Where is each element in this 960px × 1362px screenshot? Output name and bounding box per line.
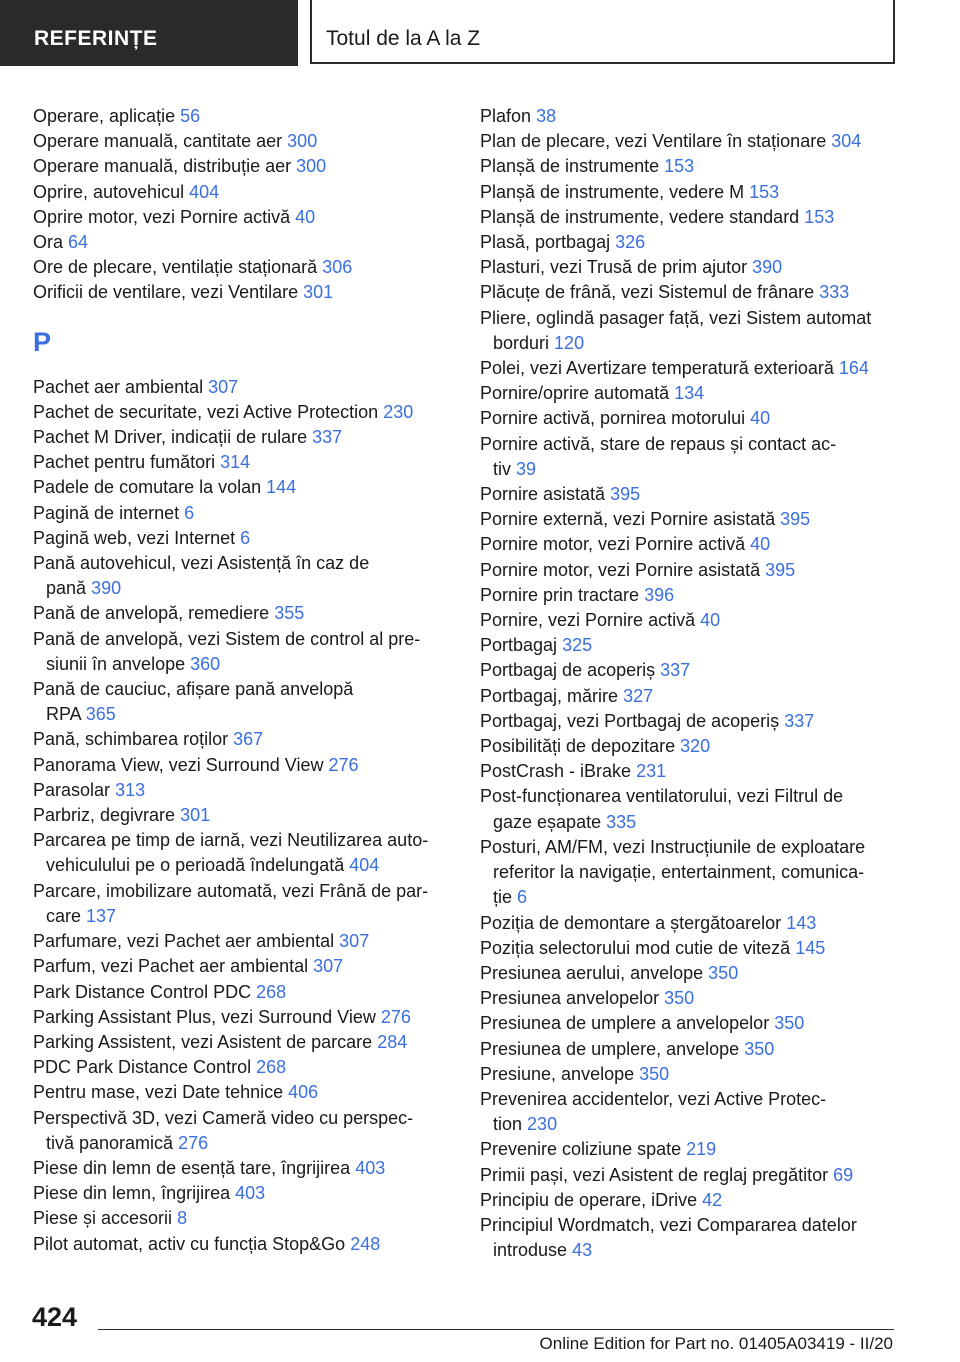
- index-entry: [480, 432, 900, 482]
- index-entry-term: Posibilități de depozitare: [480, 736, 676, 757]
- index-entry-term: Operare manuală, distribuție aer: [33, 156, 292, 177]
- index-entry-page-link[interactable]: 164: [838, 358, 869, 379]
- index-entry-page-link[interactable]: 314: [220, 452, 251, 473]
- index-entry-page-link[interactable]: 301: [303, 282, 334, 303]
- index-entry: [480, 835, 900, 911]
- index-entry-page-link[interactable]: 38: [536, 106, 557, 126]
- index-entry-page-link[interactable]: 219: [686, 1139, 717, 1160]
- index-entry: [33, 1181, 445, 1206]
- index-entry: [480, 104, 900, 129]
- index-entry-term: Presiunea de umplere, anvelope: [480, 1038, 740, 1059]
- index-entry-term: Principiu de operare, iDrive: [480, 1189, 698, 1210]
- index-entry-term: Plasturi, vezi Trusă de prim ajutor: [480, 257, 748, 278]
- index-entry-page-link[interactable]: 335: [606, 811, 637, 832]
- index-entry-term: Planșă de instrumente: [480, 156, 660, 177]
- index-entry-term: Pornire/oprire automată: [480, 383, 670, 404]
- index-entry-page-link[interactable]: 134: [674, 383, 705, 404]
- index-entry-term: Plăcuțe de frână, vezi Sistemul de frânare: [480, 282, 815, 303]
- index-entry-page-link[interactable]: 337: [784, 710, 815, 731]
- index-entry: [33, 526, 445, 551]
- index-entry-term-continued: pană: [46, 578, 87, 599]
- index-entry: [480, 381, 900, 406]
- index-entry: [33, 778, 445, 803]
- index-entry-term: Principiul Wordmatch, vezi Compararea datelor: [480, 1214, 857, 1235]
- index-entry: [480, 759, 900, 784]
- index-entry-term: Pornire motor, vezi Pornire asistată: [480, 559, 761, 580]
- index-entry-term: Poziția de demontare a ștergătoarelor: [480, 912, 782, 933]
- index-entry: [33, 601, 445, 626]
- index-entry-term: Presiune, anvelope: [480, 1063, 635, 1084]
- index-entry-term: Pachet M Driver, indicații de rulare: [33, 427, 308, 448]
- index-entry-term: Pană de cauciuc, afișare pană anvelopă: [33, 679, 354, 700]
- index-entry-term: Oprire motor, vezi Pornire activă: [33, 206, 291, 227]
- index-column-left: [33, 104, 445, 1257]
- index-entry-term: PostCrash - iBrake: [480, 761, 632, 782]
- index-entry-page-link[interactable]: 137: [86, 905, 117, 926]
- index-entry: [480, 230, 900, 255]
- index-entry: [480, 154, 900, 179]
- index-entry-page-link[interactable]: 333: [819, 282, 850, 303]
- index-entry: [480, 1163, 900, 1188]
- index-entry: [33, 879, 445, 929]
- index-entry: [480, 532, 900, 557]
- index-entry-page-link[interactable]: 40: [750, 408, 771, 429]
- index-entry: [33, 727, 445, 752]
- index-entry: [480, 406, 900, 431]
- index-entry: [480, 1137, 900, 1162]
- index-entry-page-link[interactable]: 355: [274, 603, 305, 624]
- index-entry-page-link[interactable]: 337: [660, 660, 691, 681]
- index-entry-term-continued: care: [46, 905, 82, 926]
- index-entry: [33, 129, 445, 154]
- index-entry-term: Parfum, vezi Pachet aer ambiental: [33, 956, 309, 977]
- index-entry-page-link[interactable]: 365: [85, 704, 116, 725]
- index-entry-page-link[interactable]: 268: [256, 1057, 287, 1078]
- index-entry-term-continued: tion: [493, 1114, 523, 1135]
- index-entry-term: Portbagaj de acoperiș: [480, 660, 656, 681]
- index-entry: [480, 911, 900, 936]
- index-entry: [480, 608, 900, 633]
- index-entry-term-continued: gaze eșapate: [493, 811, 602, 832]
- index-entry-term: Padele de comutare la volan: [33, 477, 262, 498]
- index-entry-term: Piese și accesorii: [33, 1208, 173, 1229]
- index-entry-term: Planșă de instrumente, vedere M: [480, 181, 745, 202]
- index-entry: [33, 280, 445, 305]
- index-entry-page-link[interactable]: 350: [744, 1038, 775, 1059]
- index-entry: [33, 1055, 445, 1080]
- index-entry-term: Pană de anvelopă, remediere: [33, 603, 270, 624]
- index-entry-page-link[interactable]: 230: [527, 1114, 558, 1135]
- index-entry-page-link[interactable]: 337: [312, 427, 343, 448]
- index-entry-page-link[interactable]: 300: [287, 131, 318, 152]
- index-entry-page-link[interactable]: 327: [623, 685, 654, 706]
- index-entry-term: Park Distance Control PDC: [33, 981, 252, 1002]
- index-entry-term: Pană autovehicul, vezi Asistență în caz de: [33, 553, 370, 574]
- index-entry-term-continued: tiv: [493, 458, 511, 479]
- index-entry-page-link[interactable]: 406: [288, 1082, 319, 1103]
- index-entry: [33, 1080, 445, 1105]
- index-entry-page-link[interactable]: 390: [752, 257, 783, 278]
- index-entry-term-continued: siunii în anvelope: [46, 653, 186, 674]
- index-entry: [33, 1030, 445, 1055]
- index-entry: [33, 551, 445, 601]
- index-entry-page-link[interactable]: 8: [177, 1208, 188, 1229]
- index-entry-term: Pachet de securitate, vezi Active Protection: [33, 401, 379, 422]
- index-entry-term: PDC Park Distance Control: [33, 1057, 252, 1078]
- index-entry-term: Parasolar: [33, 779, 111, 800]
- index-entry-term: Plan de plecare, vezi Ventilare în staționare: [480, 131, 827, 152]
- index-entry-term: Panorama View, vezi Surround View: [33, 754, 324, 775]
- index-column-right: [480, 104, 900, 1263]
- index-entry-page-link[interactable]: 153: [749, 181, 780, 202]
- index-entry: [480, 180, 900, 205]
- index-entry-page-link[interactable]: 231: [636, 761, 667, 782]
- page-header: [0, 0, 960, 66]
- index-entry: [480, 482, 900, 507]
- index-entry: [33, 627, 445, 677]
- index-entry-page-link[interactable]: 395: [780, 509, 811, 530]
- index-entry-term: Pagină de internet: [33, 502, 180, 523]
- index-entry-term: Pornire externă, vezi Pornire asistată: [480, 509, 776, 530]
- index-entry: [33, 1206, 445, 1231]
- index-entry-page-link[interactable]: 350: [664, 988, 695, 1009]
- index-entry-term: Planșă de instrumente, vedere standard: [480, 206, 800, 227]
- index-entry-page-link[interactable]: 40: [700, 610, 721, 631]
- index-entry-page-link[interactable]: 143: [786, 912, 817, 933]
- index-entry-term: Pană, schimbarea roților: [33, 729, 229, 750]
- index-entry: [480, 255, 900, 280]
- index-entry: [480, 1087, 900, 1137]
- index-entry-term: Parking Assistant Plus, vezi Surround View: [33, 1006, 376, 1027]
- index-entry-term: Operare, aplicație: [33, 106, 176, 126]
- index-entry: [480, 1011, 900, 1036]
- index-entry-page-link[interactable]: 153: [804, 206, 835, 227]
- index-entry-term: Orificii de ventilare, vezi Ventilare: [33, 282, 299, 303]
- index-entry: [480, 558, 900, 583]
- index-entry: [33, 753, 445, 778]
- index-entry-term: Post-funcționarea ventilatorului, vezi Filtrul de: [480, 786, 844, 807]
- index-entry-term: Ore de plecare, ventilație staționară: [33, 257, 318, 278]
- index-entry-term: Pornire motor, vezi Pornire activă: [480, 534, 746, 555]
- index-entry-term: Pachet pentru fumători: [33, 452, 216, 473]
- index-entry-term-continued: borduri: [493, 332, 550, 353]
- index-entry: [480, 306, 900, 356]
- index-entry-page-link[interactable]: 6: [184, 502, 195, 523]
- index-entry-page-link[interactable]: 396: [644, 584, 675, 605]
- index-entry-page-link[interactable]: 6: [517, 887, 528, 908]
- index-entry-page-link[interactable]: 276: [328, 754, 359, 775]
- index-entry: [33, 803, 445, 828]
- index-entry: [480, 280, 900, 305]
- index-entry-term: Piese din lemn de esență tare, îngrijirea: [33, 1157, 351, 1178]
- index-entry-page-link[interactable]: 325: [562, 635, 593, 656]
- index-entry-term: Piese din lemn, îngrijirea: [33, 1183, 231, 1204]
- index-entry-term: Pornire activă, stare de repaus și contact ac-: [480, 433, 837, 454]
- index-entry-page-link[interactable]: 284: [377, 1031, 408, 1052]
- index-entry-page-link[interactable]: 307: [208, 376, 239, 397]
- index-entry: [33, 501, 445, 526]
- index-entry: [480, 658, 900, 683]
- index-entry-page-link[interactable]: 404: [349, 855, 380, 876]
- index-entry-page-link[interactable]: 145: [795, 937, 826, 958]
- index-entry-page-link[interactable]: 404: [189, 181, 220, 202]
- index-entry-page-link[interactable]: 39: [516, 458, 537, 479]
- index-entry: [33, 475, 445, 500]
- index-entry-page-link[interactable]: 403: [355, 1157, 386, 1178]
- index-entry-term: Pliere, oglindă pasager față, vezi Sistem automat: [480, 307, 872, 328]
- index-entry-page-link[interactable]: 301: [180, 805, 211, 826]
- index-entry-page-link[interactable]: 64: [68, 232, 89, 253]
- index-entry-term: Pachet aer ambiental: [33, 376, 204, 397]
- index-entry: [33, 1156, 445, 1181]
- index-entry-term: Presiunea de umplere a anvelopelor: [480, 1013, 770, 1034]
- index-entry-term: Presiunea aerului, anvelope: [480, 962, 704, 983]
- index-entry-page-link[interactable]: 390: [91, 578, 122, 599]
- index-entry-page-link[interactable]: 350: [774, 1013, 805, 1034]
- footer-divider: [98, 1329, 894, 1330]
- index-entry-page-link[interactable]: 230: [383, 401, 414, 422]
- index-entry: [480, 1188, 900, 1213]
- index-entry-term: Portbagaj: [480, 635, 558, 656]
- section-label: REFERINȚE: [34, 27, 158, 50]
- index-entry: [33, 677, 445, 727]
- index-entry: [480, 129, 900, 154]
- index-entry: [33, 929, 445, 954]
- index-entry: [480, 633, 900, 658]
- index-entry: [480, 709, 900, 734]
- index-entry: [480, 1037, 900, 1062]
- index-entry-term-continued: ție: [493, 887, 513, 908]
- index-entry-term: Parking Assistent, vezi Asistent de parcare: [33, 1031, 373, 1052]
- index-entry: [480, 986, 900, 1011]
- index-entry: [33, 230, 445, 255]
- index-entry-page-link[interactable]: 40: [750, 534, 771, 555]
- index-entry-page-link[interactable]: 306: [322, 257, 353, 278]
- index-entry-term: Portbagaj, mărire: [480, 685, 619, 706]
- index-entry-page-link[interactable]: 307: [313, 956, 344, 977]
- index-entry-term-continued: vehiculului pe o perioadă îndelungată: [46, 855, 345, 876]
- index-entry: [33, 180, 445, 205]
- index-entry-term-continued: referitor la navigație, entertainment, comunica-: [493, 862, 865, 883]
- index-entry-term: Posturi, AM/FM, vezi Instrucțiunile de exploatare: [480, 836, 866, 857]
- index-entry-page-link[interactable]: 307: [339, 931, 370, 952]
- index-entry-term-continued: RPA: [46, 704, 81, 725]
- index-entry-term: Ora: [33, 232, 64, 253]
- index-entry: [33, 828, 445, 878]
- index-entry-page-link[interactable]: 395: [765, 559, 796, 580]
- index-entry-page-link[interactable]: 56: [180, 106, 201, 126]
- index-entry-page-link[interactable]: 320: [680, 736, 711, 757]
- index-entry-term: Primii pași, vezi Asistent de reglaj pregătitor: [480, 1164, 829, 1185]
- index-entry: [33, 1005, 445, 1030]
- index-entry-page-link[interactable]: 300: [296, 156, 327, 177]
- index-entry: [480, 583, 900, 608]
- index-entry: [33, 104, 445, 129]
- index-entry-page-link[interactable]: 403: [235, 1183, 266, 1204]
- index-entry: [480, 507, 900, 532]
- index-entry-term-continued: introduse: [493, 1240, 568, 1261]
- footer-edition: Online Edition for Part no. 01405A03419 - II/20: [539, 1334, 893, 1353]
- index-entry: [480, 684, 900, 709]
- index-entry-term: Pornire activă, pornirea motorului: [480, 408, 746, 429]
- index-entry: [33, 425, 445, 450]
- index-entry-term: Pornire prin tractare: [480, 584, 640, 605]
- index-entry-term: Pagină web, vezi Internet: [33, 527, 236, 548]
- index-entry: [33, 205, 445, 230]
- index-entry-page-link[interactable]: 313: [115, 779, 146, 800]
- index-entry-page-link[interactable]: 350: [639, 1063, 670, 1084]
- section-tab: [0, 0, 298, 66]
- index-entry-page-link[interactable]: 276: [178, 1132, 209, 1153]
- index-entry-page-link[interactable]: 40: [295, 206, 316, 227]
- index-entry-page-link[interactable]: 248: [350, 1233, 381, 1254]
- index-entry-term: Prevenirea accidentelor, vezi Active Protec-: [480, 1088, 827, 1109]
- index-entry-term: Poziția selectorului mod cutie de viteză: [480, 937, 791, 958]
- index-entry-term: Presiunea anvelopelor: [480, 988, 660, 1009]
- index-entry: [480, 1062, 900, 1087]
- index-entry-page-link[interactable]: 350: [708, 962, 739, 983]
- index-entry-term: Parfumare, vezi Pachet aer ambiental: [33, 931, 335, 952]
- index-entry-term: Polei, vezi Avertizare temperatură exterioară: [480, 358, 834, 379]
- index-entry: [480, 356, 900, 381]
- index-entry-term: Pornire, vezi Pornire activă: [480, 610, 696, 631]
- index-entry-term: Perspectivă 3D, vezi Cameră video cu perspec-: [33, 1107, 414, 1128]
- index-entry-term: Operare manuală, cantitate aer: [33, 131, 283, 152]
- page-number: 424: [32, 1302, 78, 1332]
- index-entry-term-continued: tivă panoramică: [46, 1132, 174, 1153]
- index-entry: [33, 1232, 445, 1257]
- index-entry: [33, 154, 445, 179]
- index-entry-term: Pornire asistată: [480, 484, 606, 505]
- index-entry-term: Portbagaj, vezi Portbagaj de acoperiș: [480, 710, 780, 731]
- index-entry-page-link[interactable]: 144: [266, 477, 297, 498]
- index-entry-page-link[interactable]: 367: [233, 729, 264, 750]
- index-entry-page-link[interactable]: 304: [831, 131, 862, 152]
- index-entry-page-link[interactable]: 395: [610, 484, 641, 505]
- index-entry-page-link[interactable]: 43: [572, 1240, 593, 1261]
- index-entry: [33, 954, 445, 979]
- index-entry: [33, 400, 445, 425]
- index-entry: [33, 450, 445, 475]
- index-entry-page-link[interactable]: 326: [615, 232, 646, 253]
- index-entry: [480, 936, 900, 961]
- index-entry-term: Pilot automat, activ cu funcția Stop&Go: [33, 1233, 346, 1254]
- index-entry: [33, 375, 445, 400]
- index-entry-term: Pană de anvelopă, vezi Sistem de control al pre-: [33, 628, 421, 649]
- index-entry: [480, 734, 900, 759]
- index-entry-term: Oprire, autovehicul: [33, 181, 185, 202]
- index-entry-page-link[interactable]: 153: [664, 156, 695, 177]
- index-entry-page-link[interactable]: 360: [190, 653, 221, 674]
- chapter-title-tab: [310, 0, 895, 64]
- index-entry-page-link[interactable]: 42: [702, 1189, 723, 1210]
- chapter-title: Totul de la A la Z: [326, 27, 481, 50]
- index-letter-heading: P: [33, 326, 52, 357]
- index-entry: [33, 255, 445, 280]
- index-entry-term: Parcarea pe timp de iarnă, vezi Neutilizarea auto-: [33, 830, 429, 851]
- index-entry: [33, 980, 445, 1005]
- index-entry-term: Prevenire coliziune spate: [480, 1139, 682, 1160]
- index-entry-term: Parcare, imobilizare automată, vezi Frână de par-: [33, 880, 429, 901]
- index-entry-term: Plafon: [480, 106, 532, 126]
- index-entry-page-link[interactable]: 120: [554, 332, 585, 353]
- index-entry-term: Parbriz, degivrare: [33, 805, 176, 826]
- index-entry: [480, 205, 900, 230]
- index-entry: [480, 784, 900, 834]
- index-entry-page-link[interactable]: 276: [380, 1006, 411, 1027]
- index-entry-term: Plasă, portbagaj: [480, 232, 611, 253]
- index-entry-page-link[interactable]: 69: [833, 1164, 854, 1185]
- index-entry-term: Pentru mase, vezi Date tehnice: [33, 1082, 284, 1103]
- index-entry: [33, 1106, 445, 1156]
- index-entry: [480, 1213, 900, 1263]
- index-entry-page-link[interactable]: 268: [256, 981, 287, 1002]
- index-entry-page-link[interactable]: 6: [240, 527, 251, 548]
- index-entry: [480, 961, 900, 986]
